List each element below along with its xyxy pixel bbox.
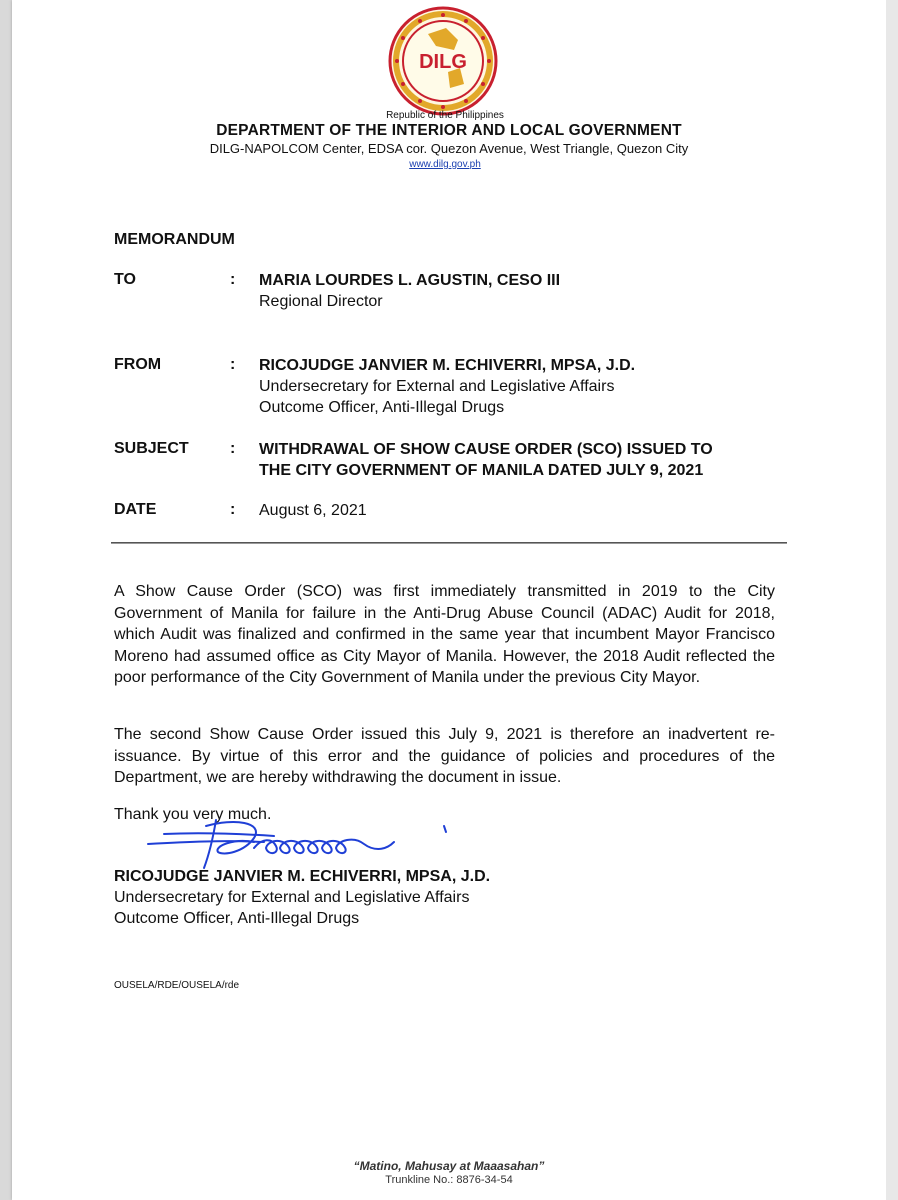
website-link[interactable]: www.dilg.gov.ph bbox=[409, 159, 481, 170]
date-value: August 6, 2021 bbox=[259, 502, 367, 519]
footer-trunkline: Trunkline No.: 8876-34-54 bbox=[385, 1174, 513, 1186]
signatory-position-2: Outcome Officer, Anti-Illegal Drugs bbox=[114, 910, 360, 927]
memo-page bbox=[12, 0, 886, 1200]
subject-line-2: THE CITY GOVERNMENT OF MANILA DATED JULY 9, 2021 bbox=[259, 462, 704, 479]
from-block bbox=[259, 355, 635, 418]
header-divider bbox=[111, 542, 787, 544]
to-position: Regional Director bbox=[259, 293, 383, 310]
body-paragraph-1: A Show Cause Order (SCO) was first immediately transmitted in 2019 to the City Government of Manila for failure in the Anti-Drug Abuse Council (ADAC) Audit for 2018, which Audit was finalized and confirmed in the same year that incumbent Mayor Francisco Moreno had assumed office as City Mayor of Manila. However, the 2018 Audit reflected the poor performance of the City Government of Manila under the previous City Mayor. bbox=[114, 583, 775, 686]
subject-block bbox=[259, 439, 713, 481]
from-colon: : bbox=[230, 356, 236, 373]
to-block bbox=[259, 270, 560, 312]
signatory-block bbox=[114, 866, 490, 929]
subject-label: SUBJECT bbox=[114, 440, 189, 457]
signatory-name: RICOJUDGE JANVIER M. ECHIVERRI, MPSA, J.D. bbox=[114, 868, 491, 885]
from-position-2: Outcome Officer, Anti-Illegal Drugs bbox=[259, 399, 505, 416]
date-colon: : bbox=[230, 501, 236, 518]
department-address: DILG-NAPOLCOM Center, EDSA cor. Quezon Avenue, West Triangle, Quezon City bbox=[209, 141, 689, 156]
handwritten-signature bbox=[144, 812, 474, 872]
from-name: RICOJUDGE JANVIER M. ECHIVERRI, MPSA, J.D. bbox=[259, 357, 636, 374]
body-paragraph-2: The second Show Cause Order issued this July 9, 2021 is therefore an inadvertent re-issuance. By virtue of this error and the guidance of policies and procedures of the Department, we are hereby withdrawing the document in issue. bbox=[114, 726, 775, 786]
from-label: FROM bbox=[114, 356, 162, 373]
to-name: MARIA LOURDES L. AGUSTIN, CESO III bbox=[259, 272, 561, 289]
closing-line: Thank you very much. bbox=[114, 806, 272, 823]
reference-code: OUSELA/RDE/OUSELA/rde bbox=[114, 980, 240, 991]
page-edge bbox=[886, 0, 898, 1200]
department-name: DEPARTMENT OF THE INTERIOR AND LOCAL GOVERNMENT bbox=[216, 122, 682, 139]
signatory-position-1: Undersecretary for External and Legislative Affairs bbox=[114, 889, 470, 906]
to-label: TO bbox=[114, 271, 136, 288]
to-colon: : bbox=[230, 271, 236, 288]
memo-title: MEMORANDUM bbox=[114, 231, 235, 248]
republic-line: Republic of the Philippines bbox=[386, 110, 504, 121]
subject-line-1: WITHDRAWAL OF SHOW CAUSE ORDER (SCO) ISSUED TO bbox=[259, 441, 713, 458]
footer-motto: “Matino, Mahusay at Maaasahan” bbox=[353, 1159, 545, 1173]
subject-colon: : bbox=[230, 440, 236, 457]
from-position-1: Undersecretary for External and Legislative Affairs bbox=[259, 378, 615, 395]
date-label: DATE bbox=[114, 501, 157, 518]
svg-text:DILG: DILG bbox=[419, 51, 467, 73]
dilg-seal-logo bbox=[388, 6, 498, 116]
